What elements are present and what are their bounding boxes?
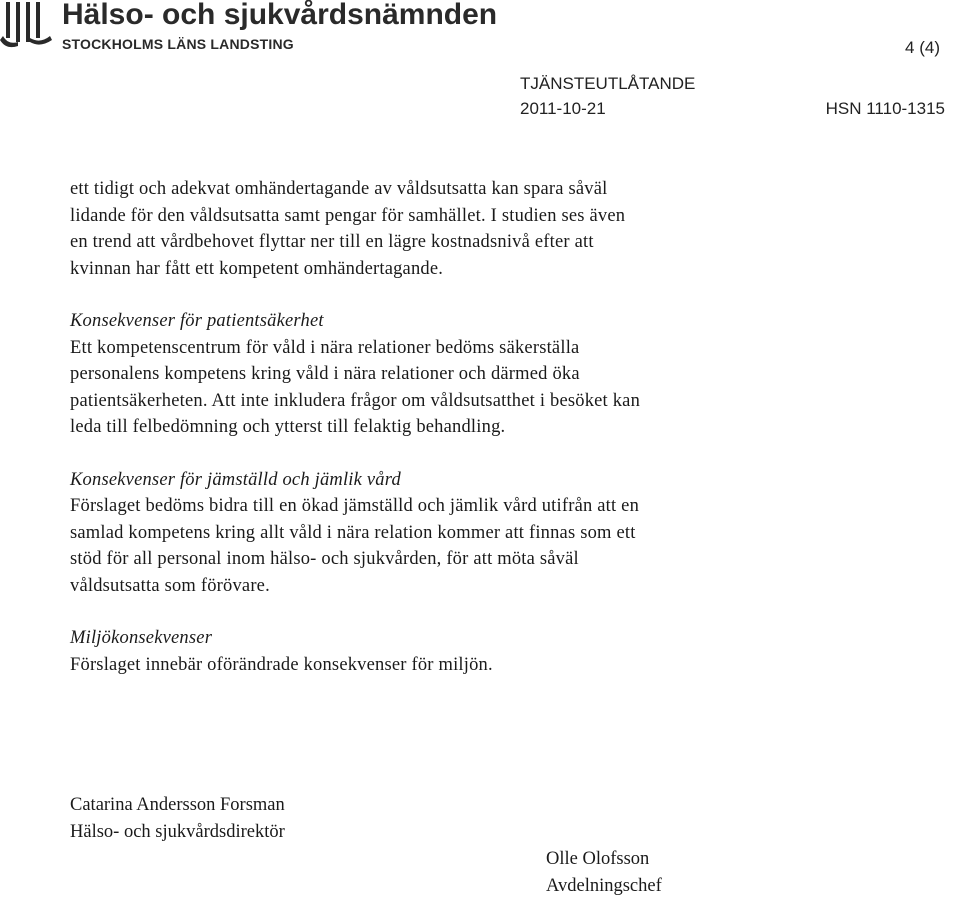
sll-logo bbox=[0, 0, 58, 52]
page-number: 4 (4) bbox=[905, 38, 940, 58]
section-heading: Miljökonsekvenser bbox=[70, 625, 790, 652]
document-type: TJÄNSTEUTLÅTANDE bbox=[520, 74, 695, 94]
section-line: samlad kompetens kring allt våld i nära relation kommer att finnas som ett bbox=[70, 520, 790, 547]
signature-primary bbox=[70, 792, 285, 845]
signatory-title: Hälso- och sjukvårdsdirektör bbox=[70, 819, 285, 846]
document-date: 2011-10-21 bbox=[520, 99, 606, 119]
signatory-title: Avdelningschef bbox=[546, 873, 662, 899]
section-heading: Konsekvenser för patientsäkerhet bbox=[70, 308, 790, 335]
section-line: personalens kompetens kring våld i nära relationer och därmed öka bbox=[70, 361, 790, 388]
sll-logo-icon bbox=[0, 0, 58, 52]
section-environment bbox=[70, 625, 790, 678]
section-line: Ett kompetenscentrum för våld i nära relationer bedöms säkerställa bbox=[70, 335, 790, 362]
intro-line: lidande för den våldsutsatta samt pengar för samhället. I studien ses även bbox=[70, 203, 790, 230]
section-line: leda till felbedömning och ytterst till felaktig behandling. bbox=[70, 414, 790, 441]
intro-line: en trend att vårdbehovet flyttar ner till en lägre kostnadsnivå efter att bbox=[70, 229, 790, 256]
section-line: patientsäkerheten. Att inte inkludera frågor om våldsutsatthet i besöket kan bbox=[70, 388, 790, 415]
section-line: Förslaget bedöms bidra till en ökad jämställd och jämlik vård utifrån att en bbox=[70, 493, 790, 520]
document-body bbox=[70, 176, 790, 704]
org-subtitle: STOCKHOLMS LÄNS LANDSTING bbox=[62, 36, 294, 52]
org-name: Hälso- och sjukvårdsnämnden bbox=[62, 0, 497, 32]
signatory-name: Catarina Andersson Forsman bbox=[70, 792, 285, 819]
section-line: våldsutsatta som förövare. bbox=[70, 573, 790, 600]
section-line: stöd för all personal inom hälso- och sjukvården, för att möta såväl bbox=[70, 546, 790, 573]
section-equality bbox=[70, 467, 790, 600]
section-patient-safety bbox=[70, 308, 790, 441]
section-heading: Konsekvenser för jämställd och jämlik vård bbox=[70, 467, 790, 494]
intro-paragraph bbox=[70, 176, 790, 282]
signature-secondary bbox=[546, 846, 662, 899]
signatory-name: Olle Olofsson bbox=[546, 846, 662, 873]
intro-line: kvinnan har fått ett kompetent omhändertagande. bbox=[70, 256, 790, 283]
intro-line: ett tidigt och adekvat omhändertagande av våldsutsatta kan spara såväl bbox=[70, 176, 790, 203]
document-reference: HSN 1110-1315 bbox=[826, 99, 945, 119]
section-line: Förslaget innebär oförändrade konsekvenser för miljön. bbox=[70, 652, 790, 679]
